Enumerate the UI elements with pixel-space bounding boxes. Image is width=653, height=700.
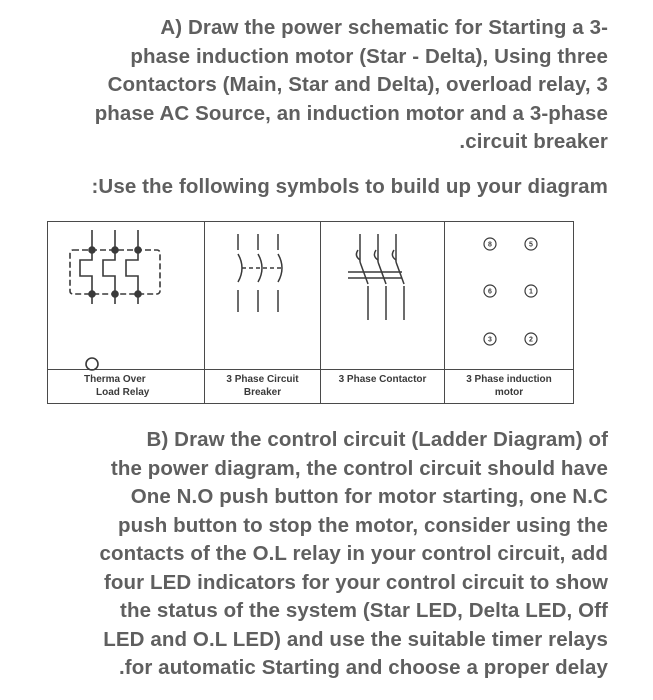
- part-a-line: Contactors (Main, Star and Delta), overload relay, 3: [107, 73, 608, 96]
- symbols-table: [47, 221, 574, 404]
- part-b-line: One N.O push button for motor starting, one N.C: [130, 485, 608, 508]
- motor-terminal-label: 5: [529, 241, 533, 249]
- part-b-line: contacts of the O.L relay in your control circuit, add: [99, 542, 608, 565]
- instruction-text: :Use the following symbols to build up your diagram: [91, 175, 608, 198]
- caption-line: 3 Phase Circuit: [226, 374, 299, 385]
- part-b-line: .for automatic Starting and choose a proper delay: [118, 656, 608, 679]
- caption-line: 3 Phase induction: [466, 374, 552, 385]
- motor-terminal-label: 2: [529, 336, 533, 344]
- motor-terminal-label: 6: [488, 288, 492, 296]
- caption-line: Breaker: [243, 387, 282, 398]
- part-b-line: the status of the system (Star LED, Delta LED, Off: [120, 599, 608, 622]
- thermal-overload-relay-symbol: [62, 228, 192, 368]
- motor-terminal-label: 8: [488, 241, 492, 249]
- part-b-line: the power diagram, the control circuit should have: [110, 456, 608, 480]
- part-b-line: LED and O.L LED) and use the suitable timer relays: [103, 627, 608, 651]
- caption-line: 3 Phase Contactor: [338, 374, 427, 385]
- caption-line: motor: [494, 387, 524, 398]
- part-a-line: .circuit breaker: [459, 130, 608, 153]
- part-b-line: B) Draw the control circuit (Ladder Diagram) of: [146, 428, 608, 451]
- part-b-line: four LED indicators for your control circuit to show: [103, 570, 608, 594]
- part-a-line: phase AC Source, an induction motor and a 3-phase: [94, 101, 608, 125]
- circuit-breaker-caption: [205, 373, 320, 399]
- motor-caption: [445, 373, 573, 399]
- table-divider: [48, 369, 573, 370]
- contactor-caption: [321, 373, 444, 386]
- part-b-line: push button to stop the motor, consider using the: [117, 513, 608, 537]
- symbols-instruction: [30, 173, 608, 202]
- motor-terminal-label: 3: [488, 336, 492, 344]
- thermal-overload-caption: [84, 373, 184, 399]
- question-part-a: [30, 14, 608, 157]
- contactor-symbol: [340, 232, 430, 332]
- part-a-line: A) Draw the power schematic for Starting a 3-: [160, 16, 608, 39]
- caption-line: Load Relay: [96, 387, 150, 398]
- motor-terminals-symbol: [470, 228, 560, 358]
- circuit-breaker-symbol: [220, 232, 310, 332]
- part-a-line: phase induction motor (Star - Delta), Using three: [130, 44, 608, 68]
- question-part-b: [30, 426, 608, 683]
- caption-line: Therma Over: [84, 374, 146, 385]
- motor-terminal-label: 1: [529, 288, 533, 296]
